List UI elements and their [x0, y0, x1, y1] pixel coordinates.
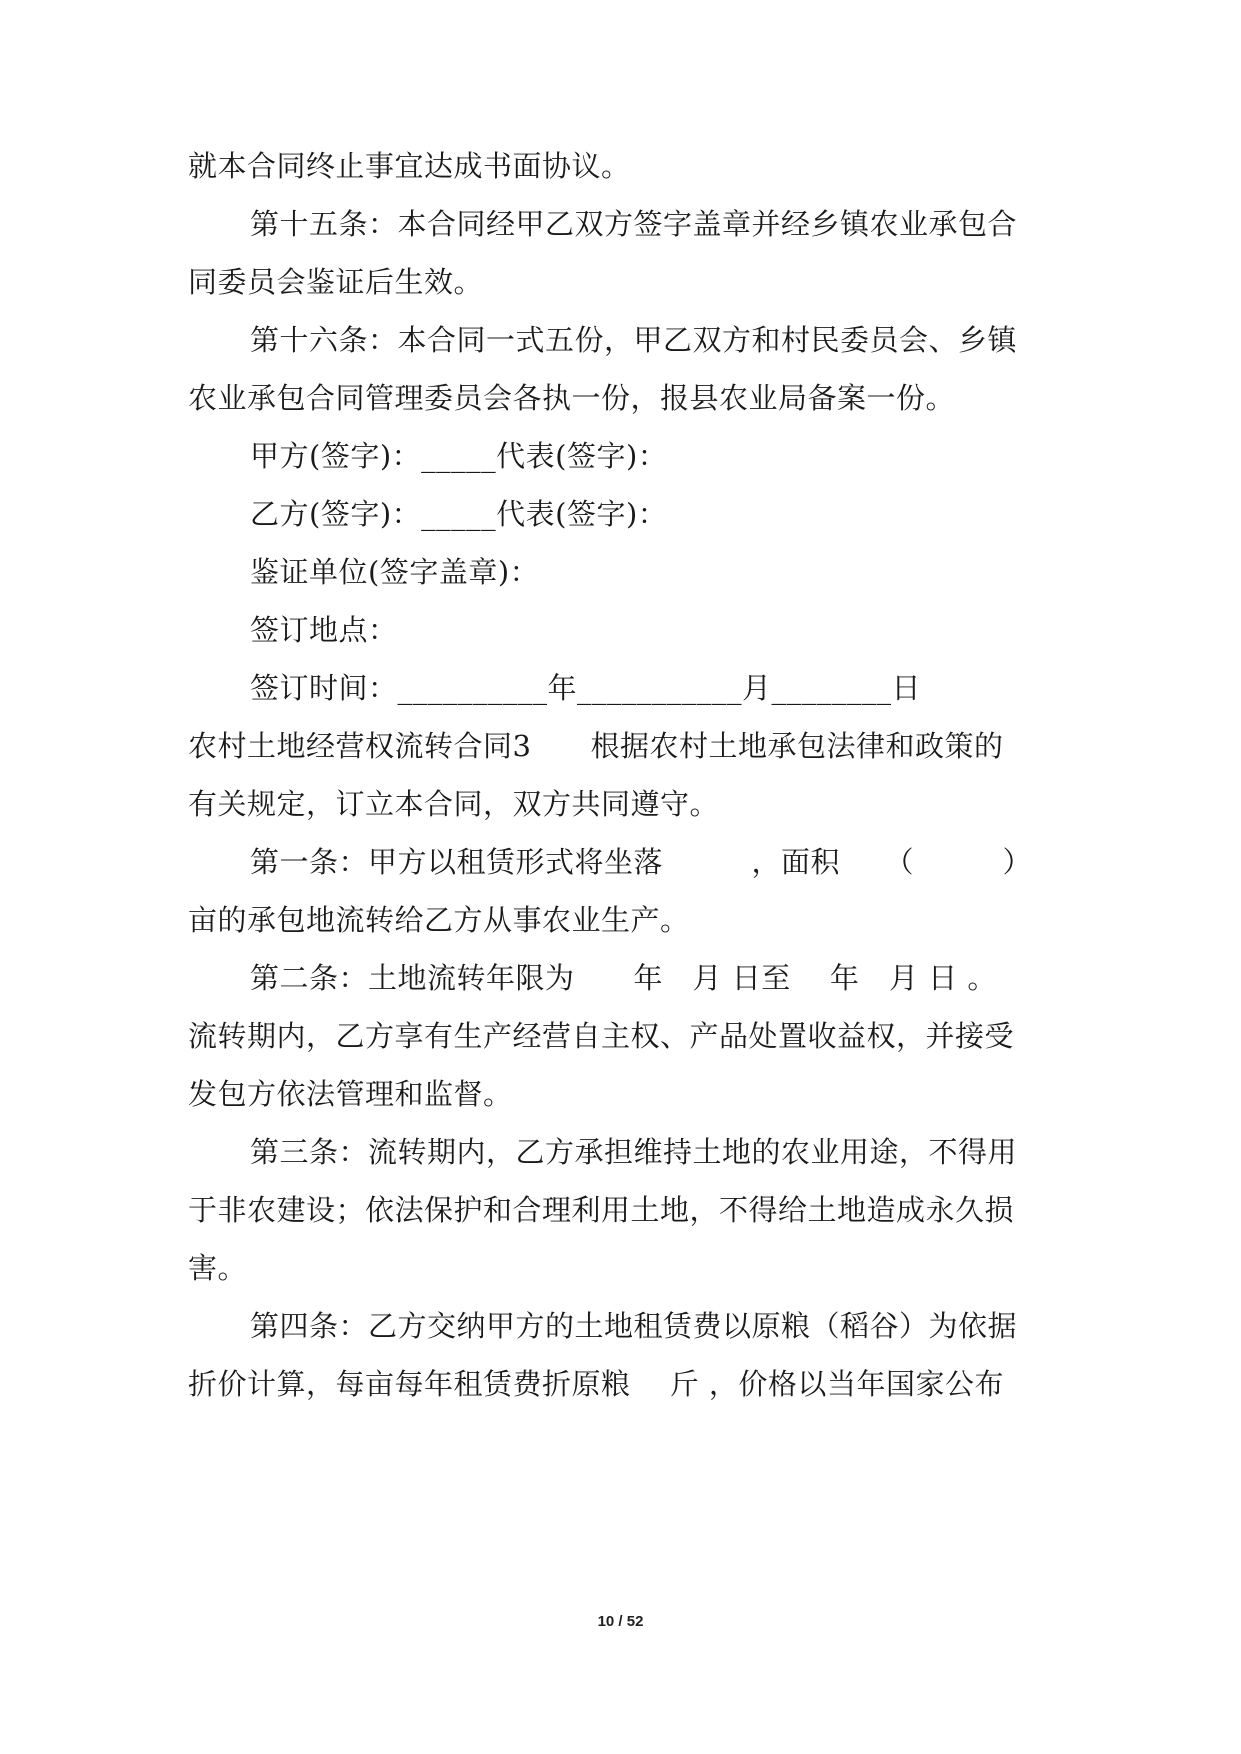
- text-line: 农业承包合同管理委员会各执一份，报县农业局备案一份。: [188, 381, 956, 415]
- text-line: 第一条：甲方以租赁形式将坐落 ，面积 （ ）: [250, 845, 1033, 879]
- text-line: 签订时间：__________年___________月________日: [250, 671, 922, 705]
- text-line: 鉴证单位(签字盖章)：: [250, 555, 540, 589]
- text-line: 就本合同终止事宜达成书面协议。: [188, 149, 631, 183]
- text-line: 第十五条：本合同经甲乙双方签字盖章并经乡镇农业承包合: [250, 207, 1018, 241]
- text-line: 第十六条：本合同一式五份，甲乙双方和村民委员会、乡镇: [250, 323, 1018, 357]
- text-line: 有关规定，订立本合同，双方共同遵守。: [188, 787, 720, 821]
- text-line: 乙方(签字)：_____代表(签字)：: [250, 497, 668, 531]
- text-line: 害。: [188, 1251, 248, 1285]
- text-line: 第二条：土地流转年限为 年 月 日至 年 月 日 。: [250, 961, 997, 995]
- text-line: 同委员会鉴证后生效。: [188, 265, 484, 299]
- text-line: 发包方依法管理和监督。: [188, 1077, 513, 1111]
- text-line: 农村土地经营权流转合同3 根据农村土地承包法律和政策的: [188, 729, 1004, 763]
- text-line: 签订地点：: [250, 613, 398, 647]
- text-line: 甲方(签字)：_____代表(签字)：: [250, 439, 668, 473]
- text-line: 于非农建设；依法保护和合理利用土地，不得给土地造成永久损: [188, 1193, 1015, 1227]
- page-number: 10 / 52: [597, 1613, 644, 1630]
- text-line: 亩的承包地流转给乙方从事农业生产。: [188, 903, 690, 937]
- text-line: 第四条：乙方交纳甲方的土地租赁费以原粮（稻谷）为依据: [250, 1309, 1018, 1343]
- text-line: 第三条：流转期内，乙方承担维持土地的农业用途，不得用: [250, 1135, 1018, 1169]
- text-line: 流转期内，乙方享有生产经营自主权、产品处置收益权，并接受: [188, 1019, 1015, 1053]
- text-line: 折价计算，每亩每年租赁费折原粮 斤 ，价格以当年国家公布: [188, 1367, 1004, 1401]
